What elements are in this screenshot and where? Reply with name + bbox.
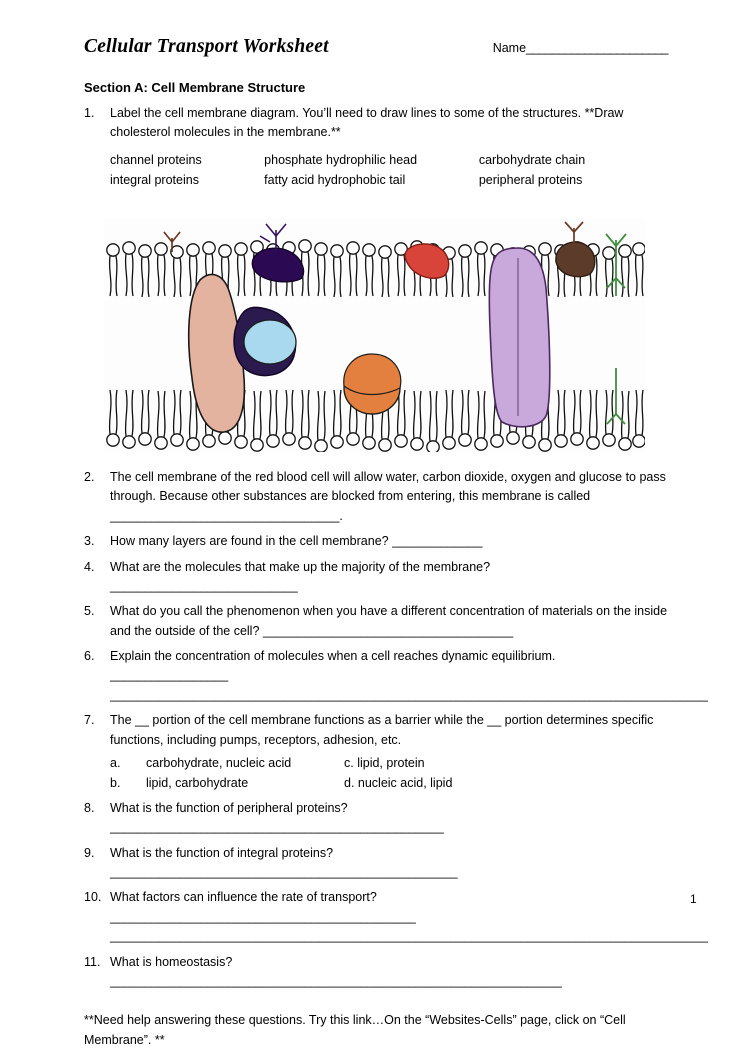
worksheet-body-lower	[84, 462, 708, 1050]
help-footnote: **Need help answering these questions. Try this link…On the “Websites-Cells” page, click on “Cell Membrane”. **	[84, 1013, 626, 1047]
question-2-number: 2.	[84, 470, 95, 484]
name-label: Name	[492, 41, 527, 55]
question-10-number: 10.	[84, 890, 102, 905]
name-rule: ______________________	[526, 41, 668, 55]
option-b-letter: b.	[110, 775, 121, 790]
light-blue-protein	[244, 320, 296, 364]
worksheet-body	[84, 36, 674, 191]
question-3	[84, 532, 674, 551]
question-3-number: 3.	[84, 534, 95, 549]
page-title: Cellular Transport Worksheet	[84, 36, 329, 57]
question-1-text: Label the cell membrane diagram. You’ll need to draw lines to some of the structures. **Draw cholesterol molecules in the membrane.**	[110, 106, 624, 140]
question-11	[84, 953, 674, 992]
question-5	[84, 602, 674, 641]
page-number: 1	[690, 892, 697, 906]
question-9	[84, 844, 674, 883]
term-integral-proteins: integral proteins	[110, 173, 199, 188]
question-8	[84, 799, 674, 838]
label-terms	[110, 150, 674, 191]
question-7	[84, 711, 674, 750]
question-7-options	[110, 753, 674, 793]
cell-membrane-diagram	[104, 218, 645, 452]
lilac-channel-protein	[489, 248, 549, 427]
question-8-text: What is the function of peripheral proteins? ________________________________________________	[110, 800, 444, 835]
title-row	[84, 36, 674, 58]
option-b-text: lipid, carbohydrate	[146, 775, 249, 790]
term-phosphate-head: phosphate hydrophilic head	[264, 152, 418, 167]
question-9-number: 9.	[84, 845, 95, 860]
question-7-option-row-b	[110, 773, 674, 793]
question-6-number: 6.	[84, 649, 95, 663]
question-4-number: 4.	[84, 559, 95, 574]
membrane-illustration	[104, 218, 645, 452]
term-channel-proteins: channel proteins	[110, 152, 202, 167]
question-6-text: Explain the concentration of molecules when a cell reaches dynamic equilibrium. _________________ ______________________________________________________________________________________	[110, 649, 708, 702]
question-5-text: What do you call the phenomenon when you have a different concentration of materials on the inside and the outside of the cell? ____________________________________	[110, 604, 668, 638]
question-5-number: 5.	[84, 604, 95, 619]
question-11-text: What is homeostasis? _________________________________________________________________	[110, 954, 562, 988]
label-terms-row	[110, 150, 674, 171]
term-carbohydrate-chain: carbohydrate chain	[478, 152, 586, 167]
question-7-text: The __ portion of the cell membrane functions as a barrier while the __ portion determines specific functions, including pumps, receptors, adhesion, etc.	[110, 713, 654, 747]
brown-protein	[556, 242, 595, 277]
question-1	[84, 104, 674, 143]
questions-top	[84, 104, 674, 143]
question-2-text: The cell membrane of the red blood cell will allow water, carbon dioxide, oxygen and glucose to pass through. Because other substances are blocked from entering, this membrane is called _________________________________.	[110, 470, 666, 523]
question-4	[84, 558, 674, 597]
question-4-text: What are the molecules that make up the majority of the membrane? ___________________________	[110, 559, 491, 593]
question-2	[84, 468, 674, 526]
option-c-text: c. lipid, protein	[344, 755, 425, 770]
question-10	[84, 888, 708, 946]
question-7-option-row-a	[110, 753, 674, 773]
question-7-number: 7.	[84, 713, 95, 728]
term-fatty-acid-tail: fatty acid hydrophobic tail	[264, 173, 406, 188]
question-11-number: 11.	[84, 954, 101, 969]
option-d-text: d. nucleic acid, lipid	[344, 775, 453, 790]
label-terms-row	[110, 170, 674, 191]
question-9-text: What is the function of integral proteins? __________________________________________________	[110, 845, 458, 879]
question-10-text: What factors can influence the rate of transport? ____________________________________________ ______________________________________________________________________________________	[110, 890, 708, 944]
question-8-number: 8.	[84, 800, 95, 815]
name-field	[493, 41, 668, 55]
question-3-text: How many layers are found in the cell membrane? _____________	[110, 534, 483, 549]
question-1-number: 1.	[84, 106, 95, 120]
section-a-heading: Section A: Cell Membrane Structure	[84, 80, 306, 95]
term-peripheral-proteins: peripheral proteins	[478, 173, 583, 188]
option-a-text: carbohydrate, nucleic acid	[146, 755, 292, 770]
questions-bottom	[84, 468, 708, 991]
question-6	[84, 647, 708, 705]
option-a-letter: a.	[110, 755, 121, 770]
